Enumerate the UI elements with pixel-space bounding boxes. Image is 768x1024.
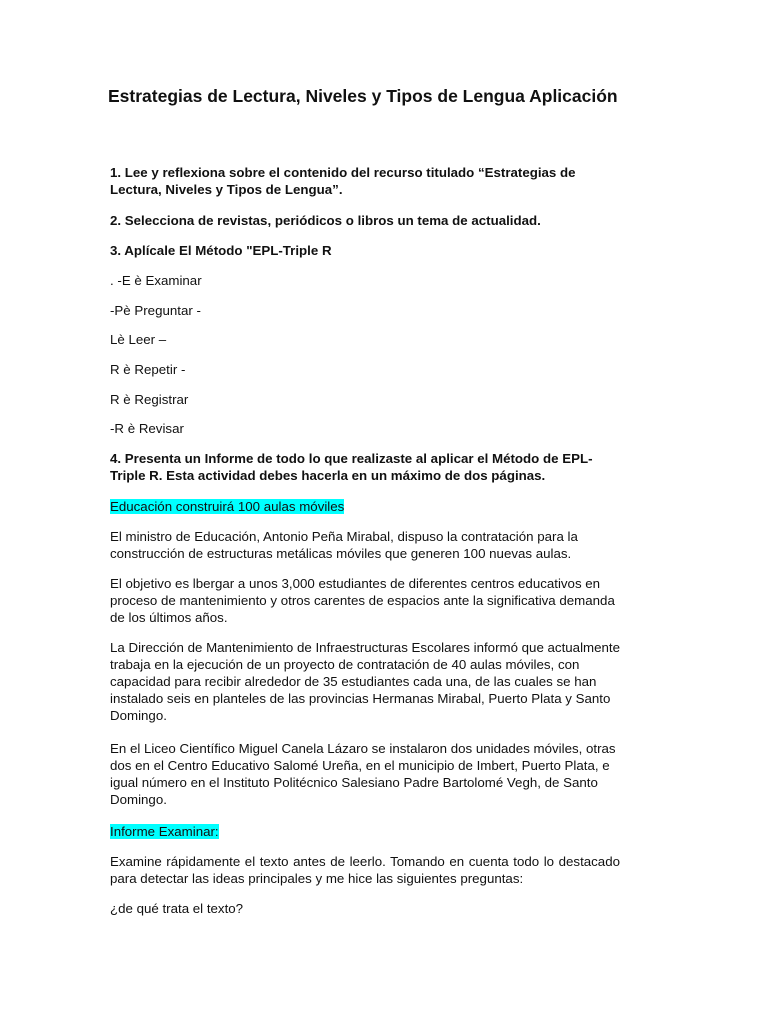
instruction-item-1-line-1: 1. Lee y reflexiona sobre el contenido del recurso titulado “Estrategias de <box>110 165 576 180</box>
method-step-examinar: . -E è Examinar <box>110 273 202 288</box>
method-step-preguntar: -Pè Preguntar - <box>110 303 201 318</box>
method-step-revisar: -R è Revisar <box>110 421 184 436</box>
article-headline <box>110 498 630 515</box>
instruction-item-1 <box>110 164 630 198</box>
method-step-leer: Lè Leer – <box>110 332 167 347</box>
instruction-item-4-line-1: 4. Presenta un Informe de todo lo que realizaste al aplicar el Método de EPL- <box>110 451 593 466</box>
report-heading <box>110 823 630 840</box>
report-heading-text: Informe Examinar: <box>110 824 219 839</box>
method-step-registrar: R è Registrar <box>110 392 189 407</box>
instruction-item-3: 3. Aplícale El Método "EPL-Triple R <box>110 243 332 258</box>
article-paragraph-3: La Dirección de Mantenimiento de Infraestructuras Escolares informó que actualmente trabaja en la ejecución de un proyecto de contratación de 40 aulas móviles, con capacidad para recibir alrededor de 35 estudiantes cada una, de las cuales se han instalado seis en planteles de las provincias Hermanas Mirabal, Puerto Plata y Santo Domingo. <box>110 640 620 723</box>
instruction-item-4 <box>110 450 626 484</box>
article-headline-text: Educación construirá 100 aulas móviles <box>110 499 345 514</box>
document-title: Estrategias de Lectura, Niveles y Tipos de Lengua Aplicación <box>108 86 618 106</box>
instruction-item-4-line-2: Triple R. Esta actividad debes hacerla en un máximo de dos páginas. <box>110 468 546 483</box>
instruction-item-1-line-2: Lectura, Niveles y Tipos de Lengua”. <box>110 182 343 197</box>
method-step-repetir: R è Repetir - <box>110 362 186 377</box>
article-paragraph-2: El objetivo es lbergar a unos 3,000 estudiantes de diferentes centros educativos en proceso de mantenimiento y otros carentes de espacios ante la significativa demanda de los últimos años. <box>110 576 615 625</box>
article-paragraph-4: En el Liceo Científico Miguel Canela Lázaro se instalaron dos unidades móviles, otras dos en el Centro Educativo Salomé Ureña, en el municipio de Imbert, Puerto Plata, e igual número en el Instituto Politécnico Salesiano Padre Bartolomé Vegh, de Santo Domingo. <box>110 741 616 807</box>
report-paragraph: Examine rápidamente el texto antes de leerlo. Tomando en cuenta todo lo destacado para detectar las ideas principales y me hice las siguientes preguntas: <box>110 854 620 886</box>
report-question: ¿de qué trata el texto? <box>110 901 244 916</box>
article-paragraph-1: El ministro de Educación, Antonio Peña Mirabal, dispuso la contratación para la construcción de estructuras metálicas móviles que generen 100 nuevas aulas. <box>110 529 578 561</box>
instruction-item-2: 2. Selecciona de revistas, periódicos o libros un tema de actualidad. <box>110 213 541 228</box>
